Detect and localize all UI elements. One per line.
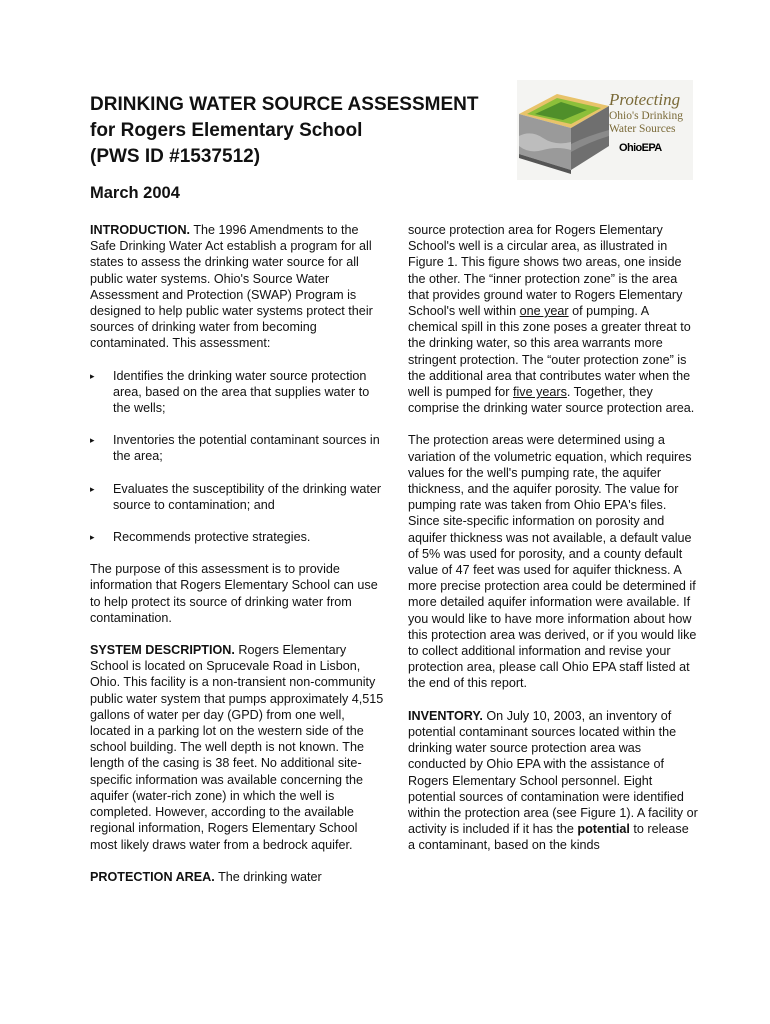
logo-line-2: Ohio's Drinking <box>609 110 683 122</box>
bullet-icon: ▸ <box>90 370 95 381</box>
list-item-text: Recommends protective strategies. <box>113 530 311 545</box>
inventory-paragraph <box>408 708 698 854</box>
assessment-list <box>90 368 386 546</box>
paragraph-text: On July 10, 2003, an inventory of potential contaminant sources located within the drinking water source protection area was conducted by Ohio EPA with the assistance of Rogers Elementary School personnel. Eight potential sources of contamination were identified within the protection area (see Figure 1). A facility or activity is included if it has the <box>408 708 698 837</box>
protecting-ohio-drinking-water-logo <box>517 80 693 180</box>
bullet-icon: ▸ <box>90 435 95 446</box>
underlined-term: one year <box>519 304 569 319</box>
left-column <box>90 222 386 885</box>
paragraph-text: to release a contaminant, based on the kinds <box>408 822 689 853</box>
title-line-1: DRINKING WATER SOURCE ASSESSMENT <box>90 94 479 115</box>
logo-line-3: Water Sources <box>609 123 676 135</box>
list-item-text: Evaluates the susceptibility of the drinking water source to contamination; and <box>113 481 382 512</box>
introduction-paragraph <box>90 222 386 352</box>
system-description-text: Rogers Elementary School is located on Sprucevale Road in Lisbon, Ohio. This facility is a non-transient non-community public water system that pumps approximately 4,515 gallons of water per day (GPD) from one well, located in a parking lot on the western side of the school building. The well depth is not known. The length of the casing is 38 feet. No additional site-specific information was available concerning the aquifer (water-rich zone) in which the well is completed. However, according to the available regional information, Rogers Elementary School most likely draws water from a bedrock aquifer. <box>90 643 384 852</box>
logo-line-1: Protecting <box>609 90 681 109</box>
list-item-text: Inventories the potential contaminant sources in the area; <box>113 433 380 464</box>
paragraph-text: . Together, they comprise the drinking water source protection area. <box>408 385 695 416</box>
system-description-paragraph <box>90 642 386 853</box>
system-description-heading: SYSTEM DESCRIPTION. <box>90 643 235 658</box>
list-item <box>90 432 386 464</box>
list-item <box>90 481 386 513</box>
title-line-3: (PWS ID #1537512) <box>90 146 261 167</box>
protection-area-continued-paragraph <box>408 222 698 416</box>
paragraph-text: source protection area for Rogers Elementary School's well is a circular area, as illustrated in Figure 1. This figure shows two areas, one inside the other. The “inner protection zone” is the area that provides ground water to Rogers Elementary School's well within <box>408 223 683 319</box>
volumetric-equation-paragraph: The protection areas were determined using a variation of the volumetric equation, which requires values for the well's pumping rate, the aquifer thickness, and the aquifer porosity. The value for pumping rate was taken from Ohio EPA's files. Since site-specific information on porosity and aquifer thickness was not available, a default value of 5% was used for porosity, and a county default value of 47 feet was used for aquifer thickness. A more precise protection area could be determined if more detailed aquifer information were available. If you would like to have more information about how this protection area was derived, or if you would like to collect additional information and revise your protection area, please call Ohio EPA staff listed at the end of this report. <box>408 433 697 691</box>
introduction-heading: INTRODUCTION. <box>90 223 191 237</box>
protection-area-paragraph <box>90 869 386 885</box>
bullet-icon: ▸ <box>90 483 95 494</box>
ohio-epa-wordmark: OhioEPA <box>619 142 662 154</box>
inventory-heading: INVENTORY. <box>408 708 483 723</box>
document-title <box>90 92 520 170</box>
list-item-text: Identifies the drinking water source protection area, based on the area that supplies water to the wells; <box>113 368 370 416</box>
underlined-term: five years <box>513 385 567 400</box>
introduction-text: The 1996 Amendments to the Safe Drinking Water Act establish a program for all states to assess the drinking water source for all public water systems. Ohio's Source Water Assessment and Protection (SWAP) Program is designed to help public water systems protect their sources of drinking water from becoming contaminated. This assessment: <box>90 223 373 351</box>
paragraph-text: of pumping. A chemical spill in this zone poses a greater threat to the drinking water, so this area warrants more stringent protection. The “outer protection zone” is the additional area that contributes water when the well is pumped for <box>408 304 691 400</box>
list-item <box>90 529 386 545</box>
list-item <box>90 368 386 417</box>
report-date: March 2004 <box>90 184 180 202</box>
purpose-paragraph: The purpose of this assessment is to provide information that Rogers Elementary School can use to help protect its source of drinking water from contamination. <box>90 562 378 625</box>
right-column <box>408 222 698 854</box>
protection-area-heading: PROTECTION AREA. <box>90 869 215 884</box>
emphasized-term: potential <box>577 822 630 837</box>
bullet-icon: ▸ <box>90 532 95 543</box>
title-line-2: for Rogers Elementary School <box>90 120 363 141</box>
protection-area-text: The drinking water <box>218 869 322 884</box>
